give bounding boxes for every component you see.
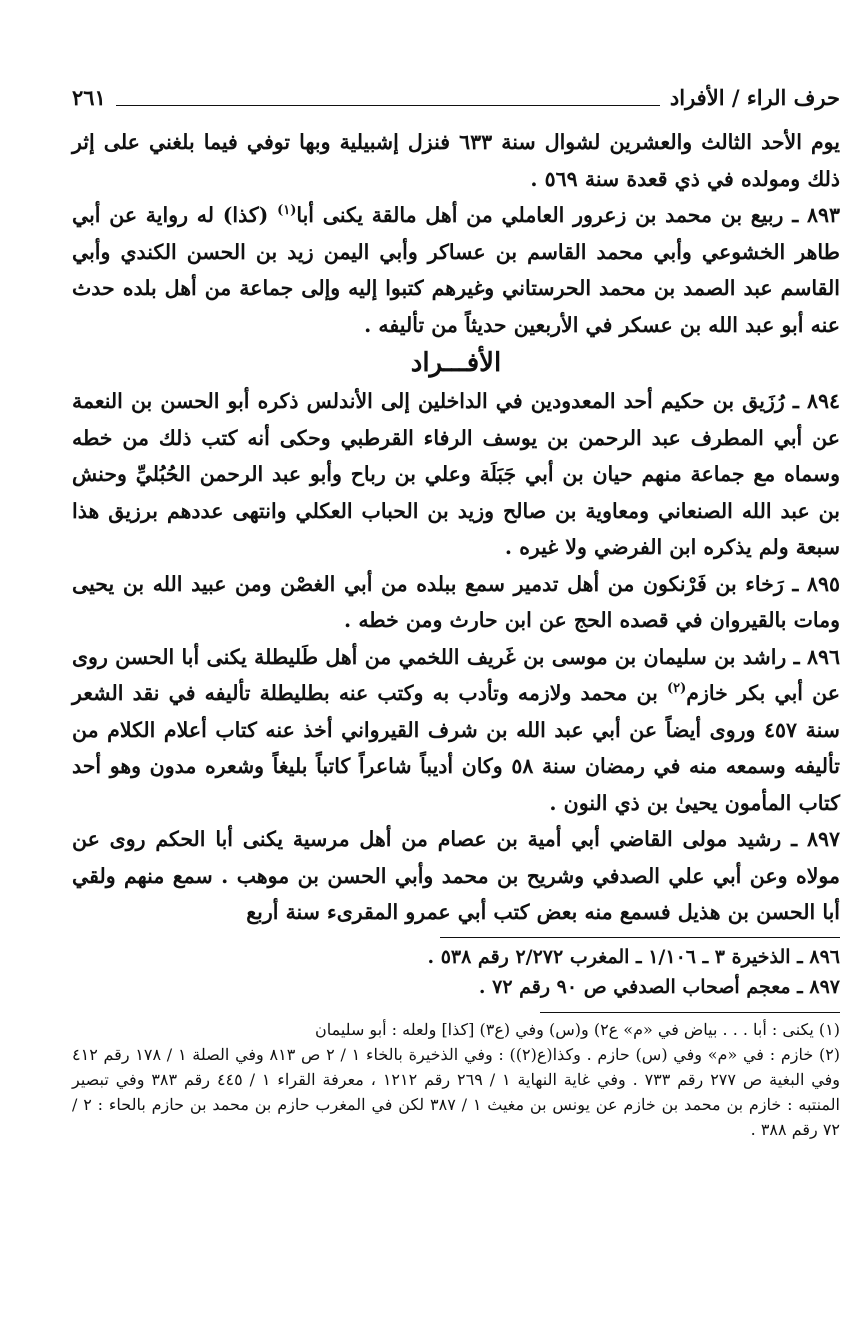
entry-897: ٨٩٧ ـ رشيد مولى القاضي أبي أمية بن عصام من أهل مرسية يكنى أبا الحكم روى عن مولاه وعن أبي علي الصدفي وشريح بن محمد وأبي الحسن بن موهب . سمع منهم ولقي أبا الحسن بن هذيل فسمع منه بعض كتب أبي عمرو المقرىء سنة أربع	[72, 827, 840, 924]
footnote-ref-2: (٢)	[667, 681, 687, 697]
entry-896-text-a: ٨٩٦ ـ راشد بن سليمان بن موسى بن غَريف اللخمي من أهل طَليطلة يكنى أبا الحسن روى عن أبي بكر خازم	[72, 644, 840, 705]
footnote-ref-1: (١)	[277, 203, 297, 219]
source-897: ٨٩٧ ـ معجم أصحاب الصدفي ص ٩٠ رقم ٧٢ .	[478, 975, 840, 998]
footnotes-block	[72, 1017, 840, 1142]
entry-893-text-b: (كذا) له رواية عن أبي طاهر الخشوعي وأبي محمد القاسم بن عساكر وأبي اليمن زيد بن الحسن الكندي وأبي القاسم عبد الصمد بن محمد الحرستاني وغيرهم كتبوا إليه وإلى جماعة من أهل بلده حدث عنه أبو عبد الله بن عسكر في الأربعين حديثاً من تأليفه .	[72, 203, 840, 337]
entry-895: ٨٩٥ ـ رَخاء بن فَرْنكون من أهل تدمير سمع ببلده من أبي الغصْن ومن عبيد الله بن يحيى ومات بالقيروان في قصده الحج عن ابن حارث ومن خطه .	[72, 571, 840, 632]
running-header	[72, 78, 840, 112]
paragraph-continuation: يوم الأحد الثالث والعشرين لشوال سنة ٦٣٣ فنزل إشبيلية وبها توفي فيما بلغني على إثر ذلك ومولده في ذي قعدة سنة ٥٦٩ .	[72, 130, 840, 191]
main-text	[72, 124, 840, 931]
entry-893	[72, 197, 840, 343]
page-number: ٢٦١	[72, 85, 106, 110]
footnotes-rule	[540, 1012, 840, 1013]
source-896: ٨٩٦ ـ الذخيرة ٣ ـ ١/١٠٦ ـ المغرب ٢/٢٧٢ رقم ٥٣٨ .	[427, 945, 840, 968]
entry-896-text-b: بن محمد ولازمه وتأدب به وكتب عنه بطليطلة تأليفه في نقد الشعر سنة ٤٥٧ وروى أيضاً عن أبي عبد الله بن شرف القيرواني أخذ عنه كتاب أعلام الكلام من تأليفه وسمعه منه في رمضان سنة ٥٨ وكان أديباً شاعراً كاتباً بليغاً وشعره مدون وهو أحد كتاب المأمون يحيىٰ بن ذي النون .	[72, 681, 840, 815]
footnote-1: (١) يكنى : أبا . . . بياض في «م» ع٢) و(س) وفي (ع٣) [كذا] ولعله : أبو سليمان	[314, 1019, 840, 1039]
sources-block	[72, 942, 840, 1002]
book-page	[72, 78, 840, 1328]
header-title: حرف الراء / الأفراد	[669, 85, 840, 110]
section-heading: الأفـــراد	[410, 348, 502, 378]
sources-rule	[440, 937, 840, 938]
entry-893-text-a: ٨٩٣ ـ ربيع بن محمد بن زعرور العاملي من أهل مالقة يكنى أبا	[296, 203, 840, 227]
footnote-2: (٢) خازم : في «م» وفي (س) حازم . وكذا(ع(٢)) : وفي الذخيرة بالخاء ١ / ٢ ص ٨١٣ وفي الصلة ١ / ١٧٨ رقم ٤١٢ وفي البغية ص ٢٧٧ رقم ٧٣٣ . وفي غاية النهاية ١ / ٢٦٩ رقم ١٢١٢ ، معرفة القراء ١ / ٤٤٥ رقم ٣٨٣ وفي تبصير المنتبه : خازم بن محمد بن خازم عن يونس بن مغيث ١ / ٣٨٧ لكن في المغرب حازم بن محمد بن حازم بالحاء : ٢ / ٧٢ رقم ٣٨٨ .	[72, 1044, 841, 1139]
header-rule	[116, 105, 660, 106]
entry-894: ٨٩٤ ـ رُزَيق بن حكيم أحد المعدودين في الداخلين إلى الأندلس ذكره أبو الحسن بن النعمة عن أبي المطرف عبد الرحمن بن يوسف الرفاء القرطبي وحكى أنه كتب ذلك من خطه وسماه مع جماعة منهم حيان بن أبي جَبَلَة وعلي بن رباح وأبو عبد الرحمن الحُبُليِّ وحنش بن عبد الله الصنعاني ومعاوية بن صالح وزيد بن الحباب العكلي وانتهى عددهم برزيق هذا سبعة ولم يذكره ابن الفرضي ولا غيره .	[72, 389, 840, 559]
entry-896	[72, 639, 840, 822]
